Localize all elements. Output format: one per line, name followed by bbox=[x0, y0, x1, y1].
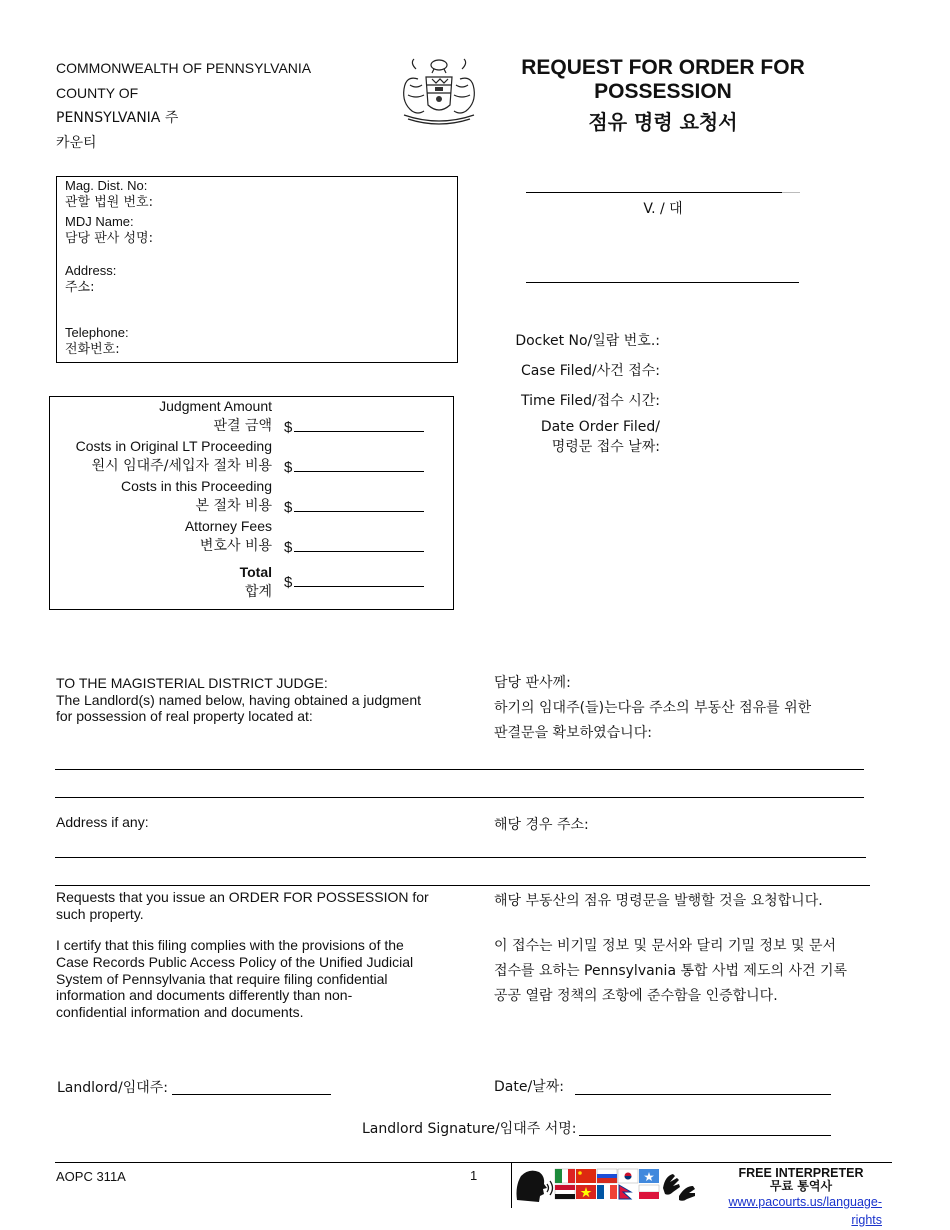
plaintiff-line bbox=[526, 192, 782, 193]
page-number: 1 bbox=[470, 1168, 478, 1183]
county-label: COUNTY OF bbox=[56, 85, 139, 101]
alt-address-line-2[interactable] bbox=[55, 885, 870, 886]
currency-symbol: $ bbox=[284, 499, 293, 516]
certify-kr-line1: 이 접수는 비기밀 정보 및 문서와 달리 기밀 정보 및 문서 bbox=[494, 938, 837, 954]
certify-en-line1: I certify that this filing complies with the provisions of the bbox=[56, 937, 404, 953]
currency-symbol: $ bbox=[284, 539, 293, 556]
to-judge-kr-heading: 담당 판사께: bbox=[494, 675, 571, 691]
fees-box bbox=[49, 396, 454, 610]
certify-en-line2: Case Records Public Access Policy of the Unified Judicial bbox=[56, 953, 414, 970]
certify-kr-line2: 접수를 요하는 Pennsylvania 통합 사법 제도의 사건 기록 bbox=[494, 963, 848, 979]
address-label: Address: bbox=[65, 263, 117, 278]
property-address-line-1[interactable] bbox=[55, 769, 864, 770]
court-info-box bbox=[56, 176, 458, 363]
plaintiff-line-tail bbox=[782, 192, 800, 193]
judgment-amount-label: Judgment Amount bbox=[159, 398, 272, 414]
original-lt-costs-kr-label: 원시 임대주/세입자 절차 비용 bbox=[91, 458, 272, 474]
currency-symbol: $ bbox=[284, 459, 293, 476]
commonwealth-label: COMMONWEALTH OF PENNSYLVANIA bbox=[56, 60, 312, 76]
request-line2: such property. bbox=[56, 905, 144, 922]
proceeding-costs-kr-label: 본 절차 비용 bbox=[195, 498, 272, 514]
pennsylvania-coat-of-arms-icon bbox=[396, 55, 482, 127]
speaking-head-icon bbox=[517, 1171, 553, 1202]
original-lt-costs-field[interactable] bbox=[284, 459, 424, 476]
certify-en-line5: confidential information and documents. bbox=[56, 1004, 304, 1021]
total-kr-label: 합계 bbox=[244, 584, 272, 600]
footer-rule bbox=[55, 1162, 892, 1163]
certify-en-line3: System of Pennsylvania that require filing confidential bbox=[56, 970, 388, 987]
to-judge-heading: TO THE MAGISTERIAL DISTRICT JUDGE: bbox=[56, 675, 328, 691]
judgment-amount-kr-label: 판결 금액 bbox=[213, 418, 272, 434]
proceeding-costs-label: Costs in this Proceeding bbox=[121, 478, 272, 494]
county-kr-label: 카운티 bbox=[56, 135, 97, 151]
certify-kr-line3: 공공 열람 정책의 조항에 준수함을 인증합니다. bbox=[494, 988, 778, 1004]
interpreter-graphic bbox=[513, 1166, 698, 1206]
total-field[interactable] bbox=[284, 574, 424, 591]
to-judge-kr-line3: 판결문을 확보하였습니다: bbox=[494, 725, 652, 741]
date-order-filed-label: Date Order Filed/ bbox=[540, 419, 660, 435]
attorney-fees-field[interactable] bbox=[284, 539, 424, 556]
request-en-block bbox=[56, 889, 456, 922]
date-order-filed-kr-label: 명령문 접수 날짜: bbox=[551, 439, 660, 455]
mdj-name-label: MDJ Name: bbox=[65, 214, 134, 229]
date-label: Date/날짜: bbox=[494, 1079, 564, 1095]
language-rights-link[interactable]: www.pacourts.us/language-rights bbox=[728, 1195, 882, 1227]
sign-language-hands-icon bbox=[663, 1174, 695, 1201]
jurisdiction-block bbox=[56, 58, 376, 158]
form-title-en-line1: REQUEST FOR ORDER FOR bbox=[521, 56, 805, 79]
certify-en-block bbox=[56, 937, 456, 1021]
address-if-any-kr-label: 해당 경우 주소: bbox=[494, 817, 589, 833]
footer-divider bbox=[511, 1162, 512, 1208]
free-interpreter-kr-label: 무료 통역사 bbox=[769, 1179, 833, 1193]
pennsylvania-kr-label: PENNSYLVANIA 주 bbox=[56, 110, 179, 126]
request-line1: Requests that you issue an ORDER FOR POSSESSION for bbox=[56, 889, 429, 905]
certify-kr-block bbox=[494, 934, 894, 1009]
free-interpreter-label: FREE INTERPRETER bbox=[738, 1166, 864, 1180]
currency-symbol: $ bbox=[284, 574, 293, 591]
original-lt-costs-label: Costs in Original LT Proceeding bbox=[75, 438, 272, 454]
alt-address-line-1[interactable] bbox=[55, 857, 866, 858]
time-filed-label: Time Filed/접수 시간: bbox=[520, 393, 660, 409]
landlord-signature-field[interactable] bbox=[579, 1135, 831, 1136]
case-filed-label: Case Filed/사건 접수: bbox=[520, 363, 660, 379]
landlord-field[interactable] bbox=[172, 1094, 331, 1095]
mag-dist-no-label: Mag. Dist. No: bbox=[65, 178, 148, 193]
docket-no-label: Docket No/일람 번호.: bbox=[515, 333, 660, 349]
mag-dist-no-kr-label: 관할 법원 번호: bbox=[65, 195, 153, 210]
to-judge-kr-block bbox=[494, 671, 894, 746]
landlord-signature-label: Landlord Signature/임대주 서명: bbox=[362, 1121, 577, 1137]
telephone-kr-label: 전화번호: bbox=[65, 342, 120, 357]
interpreter-notice bbox=[700, 1167, 882, 1229]
defendant-line bbox=[526, 282, 799, 283]
to-judge-en-block bbox=[56, 675, 456, 725]
to-judge-kr-line2: 하기의 임대주(들)는다음 주소의 부동산 점유를 위한 bbox=[494, 700, 812, 716]
property-address-line-2[interactable] bbox=[55, 797, 864, 798]
telephone-label: Telephone: bbox=[65, 325, 129, 340]
address-if-any-label: Address if any: bbox=[56, 814, 149, 830]
judgment-amount-field[interactable] bbox=[284, 419, 424, 436]
attorney-fees-kr-label: 변호사 비용 bbox=[199, 538, 272, 554]
address-kr-label: 주소: bbox=[65, 280, 95, 295]
mdj-name-kr-label: 담당 판사 성명: bbox=[65, 231, 153, 246]
form-title-en-line2: POSSESSION bbox=[594, 80, 732, 103]
versus-label: V. / 대 bbox=[643, 201, 683, 217]
certify-en-line4: information and documents differently than non- bbox=[56, 987, 353, 1004]
request-kr-text: 해당 부동산의 점유 명령문을 발행할 것을 요청합니다. bbox=[494, 893, 823, 909]
form-title bbox=[500, 56, 826, 134]
language-flags-icon bbox=[555, 1169, 659, 1199]
form-id: AOPC 311A bbox=[56, 1169, 126, 1184]
attorney-fees-label: Attorney Fees bbox=[184, 518, 272, 534]
landlord-label: Landlord/임대주: bbox=[57, 1080, 168, 1096]
date-field[interactable] bbox=[575, 1094, 831, 1095]
total-label: Total bbox=[239, 564, 272, 580]
to-judge-line2: The Landlord(s) named below, having obtained a judgment bbox=[56, 691, 422, 708]
proceeding-costs-field[interactable] bbox=[284, 499, 424, 516]
currency-symbol: $ bbox=[284, 419, 293, 436]
to-judge-line3: for possession of real property located at: bbox=[56, 708, 313, 724]
form-title-kr: 점유 명령 요청서 bbox=[588, 110, 738, 134]
